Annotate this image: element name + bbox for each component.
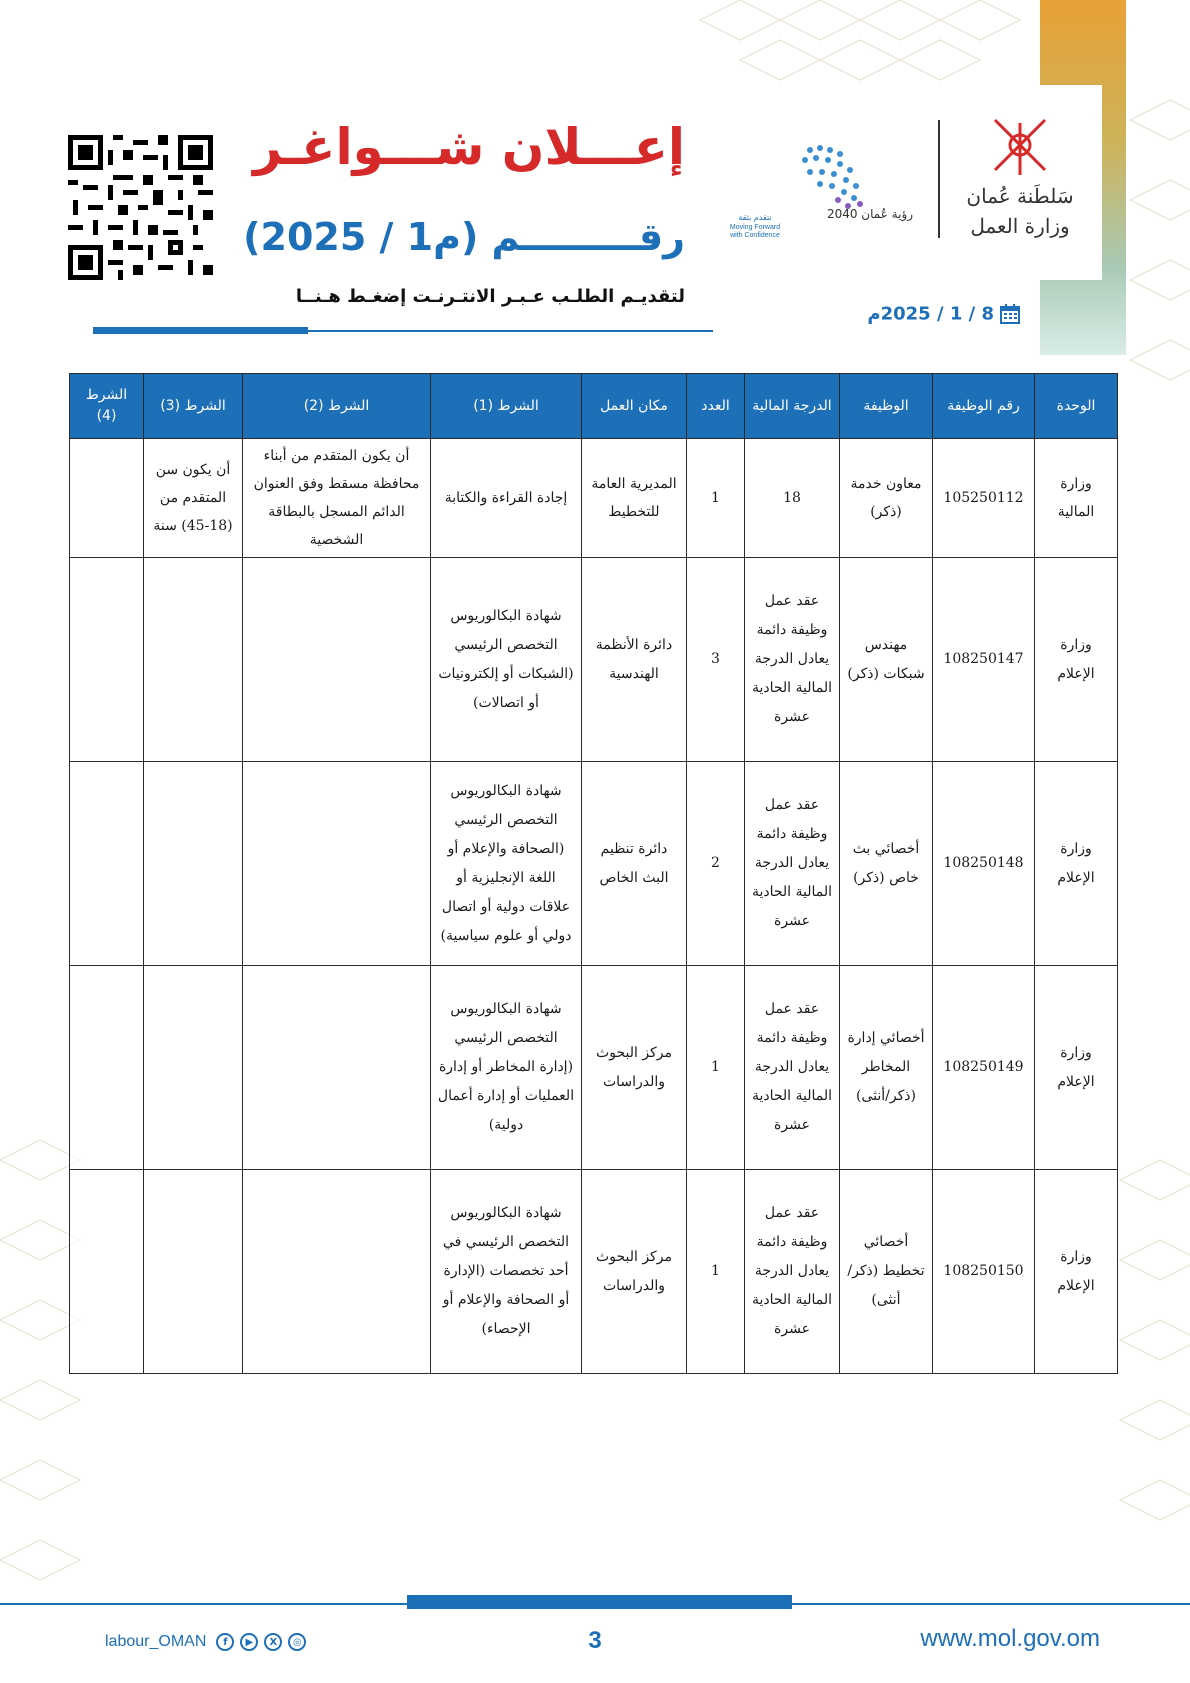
cell-condition-3: [144, 966, 243, 1170]
ministry-logo-line2: وزارة العمل: [970, 214, 1070, 238]
page-number: 3: [588, 1627, 602, 1654]
cell-job-number: 108250147: [933, 558, 1035, 762]
cell-condition-2: [243, 966, 431, 1170]
logo-separator: [938, 120, 940, 238]
vision-tagline-ar: نتقدم بثقة: [738, 213, 772, 222]
cell-condition-3: [144, 1170, 243, 1374]
cell-job-number: 108250148: [933, 762, 1035, 966]
facebook-icon[interactable]: f: [216, 1633, 234, 1651]
announcement-date: [860, 303, 1020, 325]
cell-workplace: دائرة الأنظمة الهندسية: [582, 558, 687, 762]
cell-condition-1: شهادة البكالوريوس التخصص الرئيسي (الصحافة والإعلام أو اللغة الإنجليزية أو علاقات دولية أو اتصال دولي أو علوم سياسية): [431, 762, 582, 966]
cell-condition-3: [144, 762, 243, 966]
cell-workplace: دائرة تنظيم البث الخاص: [582, 762, 687, 966]
cell-count: 3: [687, 558, 745, 762]
cell-condition-1: إجادة القراءة والكتابة: [431, 439, 582, 558]
cell-unit: وزارة الإعلام: [1035, 1170, 1118, 1374]
cell-condition-4: [70, 439, 144, 558]
announcement-number: رقـــــــــم (م1 / 2025): [243, 215, 685, 259]
apply-underline-thick: [93, 327, 308, 334]
header-job-title: الوظيفة: [840, 374, 933, 439]
cell-condition-4: [70, 966, 144, 1170]
instagram-icon[interactable]: ◎: [288, 1633, 306, 1651]
footer-accent-bar: [407, 1595, 792, 1609]
cell-grade: 18: [745, 439, 840, 558]
table-row: [70, 1170, 1118, 1374]
table-header-row: [70, 374, 1118, 439]
cell-condition-3: [144, 558, 243, 762]
ministry-logo-line1: سَلطَنة عُمان: [966, 184, 1074, 208]
x-icon[interactable]: X: [264, 1633, 282, 1651]
cell-condition-4: [70, 558, 144, 762]
cell-unit: وزارة الإعلام: [1035, 762, 1118, 966]
cell-grade: عقد عمل وظيفة دائمة يعادل الدرجة المالية الحادية عشرة: [745, 966, 840, 1170]
vision-tagline-en1: Moving Forward: [729, 224, 781, 231]
cell-condition-2: [243, 762, 431, 966]
cell-job-title: معاون خدمة (ذكر): [840, 439, 933, 558]
social-handle[interactable]: labour_OMAN: [105, 1633, 207, 1650]
calendar-icon: [1000, 304, 1020, 324]
cell-condition-4: [70, 1170, 144, 1374]
cell-condition-1: شهادة البكالوريوس التخصص الرئيسي (الشبكات أو إلكترونيات أو اتصالات): [431, 558, 582, 762]
apply-online-link[interactable]: لتقديـم الطلـب عـبـر الانتـرنـت إضغـط هـنــا: [295, 286, 685, 307]
qr-code-icon[interactable]: [68, 135, 213, 280]
cell-grade: عقد عمل وظيفة دائمة يعادل الدرجة المالية الحادية عشرة: [745, 1170, 840, 1374]
cell-unit: وزارة المالية: [1035, 439, 1118, 558]
oman-vision-2040-logo: [720, 130, 930, 240]
header-grade: الدرجة المالية: [745, 374, 840, 439]
cell-job-title: أخصائي إدارة المخاطر (ذكر/أنثى): [840, 966, 933, 1170]
cell-condition-1: شهادة البكالوريوس التخصص الرئيسي (إدارة المخاطر أو إدارة العمليات أو إدارة أعمال دولية): [431, 966, 582, 1170]
website-link[interactable]: www.mol.gov.om: [920, 1625, 1100, 1652]
cell-condition-2: [243, 1170, 431, 1374]
table-row: [70, 966, 1118, 1170]
cell-count: 1: [687, 966, 745, 1170]
cell-count: 2: [687, 762, 745, 966]
cell-job-number: 108250150: [933, 1170, 1035, 1374]
vision-logo-text: رؤية عُمان 2040: [826, 207, 914, 221]
header-condition-4: الشرط (4): [70, 374, 144, 439]
cell-condition-2: أن يكون المتقدم من أبناء محافظة مسقط وفق العنوان الدائم المسجل بالبطاقة الشخصية: [243, 439, 431, 558]
announcement-title: إعـــلان شـــواغـر: [253, 118, 685, 176]
header-condition-3: الشرط (3): [144, 374, 243, 439]
cell-condition-4: [70, 762, 144, 966]
apply-underline-thin: [308, 330, 713, 332]
cell-job-title: مهندس شبكات (ذكر): [840, 558, 933, 762]
header-condition-2: الشرط (2): [243, 374, 431, 439]
cell-job-number: 105250112: [933, 439, 1035, 558]
cell-workplace: مركز البحوث والدراسات: [582, 966, 687, 1170]
cell-condition-3: أن يكون سن المتقدم من (18-45) سنة: [144, 439, 243, 558]
youtube-icon[interactable]: ▶: [240, 1633, 258, 1651]
header-unit: الوحدة: [1035, 374, 1118, 439]
cell-job-number: 108250149: [933, 966, 1035, 1170]
cell-job-title: أخصائي تخطيط (ذكر/أنثى): [840, 1170, 933, 1374]
header-condition-1: الشرط (1): [431, 374, 582, 439]
cell-unit: وزارة الإعلام: [1035, 966, 1118, 1170]
table-row: [70, 762, 1118, 966]
cell-grade: عقد عمل وظيفة دائمة يعادل الدرجة المالية الحادية عشرة: [745, 558, 840, 762]
table-row: [70, 439, 1118, 558]
cell-job-title: أخصائي بث خاص (ذكر): [840, 762, 933, 966]
vision-tagline-en2: with Confidence: [730, 232, 780, 239]
cell-unit: وزارة الإعلام: [1035, 558, 1118, 762]
cell-condition-2: [243, 558, 431, 762]
header-workplace: مكان العمل: [582, 374, 687, 439]
vacancies-table: [69, 373, 1118, 1374]
cell-count: 1: [687, 1170, 745, 1374]
table-row: [70, 558, 1118, 762]
cell-count: 1: [687, 439, 745, 558]
header-count: العدد: [687, 374, 745, 439]
ministry-of-labour-logo: [960, 115, 1080, 245]
date-text: 8 / 1 / 2025م: [867, 303, 994, 325]
cell-condition-1: شهادة البكالوريوس التخصص الرئيسي في أحد تخصصات (الإدارة أو الصحافة والإعلام أو الإحصاء): [431, 1170, 582, 1374]
cell-workplace: المديرية العامة للتخطيط: [582, 439, 687, 558]
cell-workplace: مركز البحوث والدراسات: [582, 1170, 687, 1374]
header-job-number: رقم الوظيفة: [933, 374, 1035, 439]
cell-grade: عقد عمل وظيفة دائمة يعادل الدرجة المالية الحادية عشرة: [745, 762, 840, 966]
social-links: [105, 1630, 306, 1654]
